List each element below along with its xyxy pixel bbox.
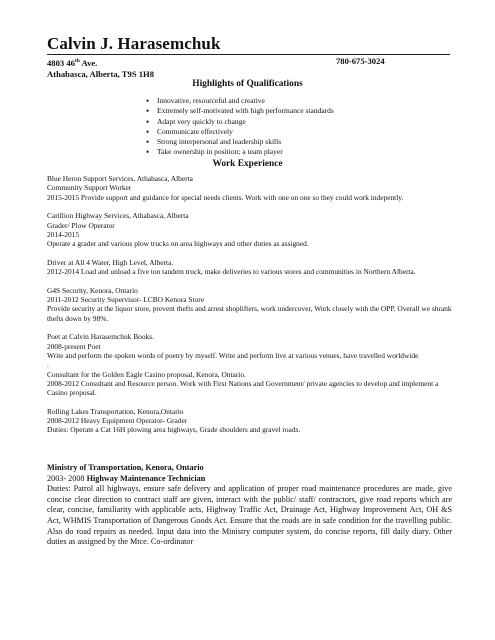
highlight-item: • Adapt very quickly to change bbox=[146, 117, 334, 127]
job-line: Operate a grader and various plow trucks on area highways and other duties as assigned. bbox=[47, 239, 309, 249]
highlight-item: • Take ownership in position; a team player bbox=[146, 147, 334, 157]
highlights-list bbox=[146, 96, 334, 158]
work-experience-heading: Work Experience bbox=[212, 159, 283, 169]
job-line: Blue Heron Support Services, Athabasca, Alberta bbox=[47, 174, 193, 183]
street-number: 4803 46 bbox=[47, 57, 75, 68]
highlight-item: • Innovative, resourceful and creative bbox=[146, 96, 334, 106]
mot-duties: Duties: Patrol all highways, ensure safe delivery and application of proper road maintenance procedures are made, give concise clear direction to contract staff are given, interact with the public/ staff/ contractors, give road reports which are clear, concise, familiarity with applicable acts, Highway Traffic Act, Drainage Act, Highway Improvement Act, OH &S Act, WHMIS Transportation of Dangerous Goods Act. Ensure that the roads are in safe condition for the travelling public. Also do road repairs as needed. Input data into the Ministry computer system, do concise reports, fill daily diary. Other duties as assigned by the Mtce. Co-ordinator bbox=[47, 484, 452, 547]
header-divider bbox=[47, 54, 450, 55]
job-line: 2012-2014 Load and unload a five ton tandem truck, make deliveries to various stores and communities in Northern Alberta. bbox=[47, 267, 416, 277]
job-line: Write and perform the spoken words of poetry by myself. Write and perform live at various venues, have travelled worldwide bbox=[47, 351, 419, 361]
job-line: Consultant for the Golden Eagle Casino proposal, Kenora, Ontario. bbox=[47, 369, 246, 379]
job-entry bbox=[47, 407, 452, 435]
job-line: 2008-2012 Consultant and Resource person. Work with First Nations and Government/ private agencies to develop and implement a Casino proposal. bbox=[47, 378, 439, 398]
mot-job-entry bbox=[47, 463, 452, 548]
job-line: 2011-2012 Security Supervisor- LCBO Kenora Store bbox=[47, 295, 205, 305]
job-line: 2008-present Poet bbox=[47, 341, 101, 351]
job-line: Community Support Worker bbox=[47, 183, 132, 193]
mot-title: Highway Maintenance Technician bbox=[86, 473, 206, 483]
highlight-item: • Communicate effectively bbox=[146, 127, 334, 137]
job-line: Provide security at the liquor store, prevent thefts and arrest shoplifters, work undercover, Work closely with the OPP. Overall we shrank thefts down by 98%. bbox=[47, 304, 452, 323]
mot-position bbox=[47, 474, 452, 485]
work-experience-list bbox=[47, 174, 452, 444]
job-line: 2014-2015 bbox=[47, 229, 80, 239]
street-suffix: th bbox=[74, 58, 80, 64]
job-line: G4S Security, Kenora, Ontario bbox=[47, 285, 138, 295]
job-line: Driver at All 4 Water, High Level, Alberta. bbox=[47, 257, 174, 267]
job-entry bbox=[47, 332, 452, 369]
highlights-heading: Highlights of Qualifications bbox=[192, 79, 303, 89]
job-line: Carillion Highway Services, Athabasca, Alberta bbox=[47, 211, 189, 221]
mot-employer: Ministry of Transportation, Kenora, Ontario bbox=[47, 463, 204, 472]
street-name: Ave. bbox=[79, 57, 98, 68]
job-line: Duties: Operate a Cat 16H plowing area highways, Grade shoulders and gravel roads. bbox=[47, 425, 301, 435]
address bbox=[47, 56, 154, 80]
mot-years: 2003- 2008 bbox=[47, 473, 85, 483]
job-line: Grader/ Plow Operator bbox=[47, 220, 115, 230]
job-entry bbox=[47, 211, 452, 248]
highlight-item: • Strong interpersonal and leadership skills bbox=[146, 137, 334, 147]
job-entry bbox=[47, 370, 452, 398]
phone-number: 780-675-3024 bbox=[336, 56, 385, 66]
job-line: 2015-2015 Provide support and guidance for special needs clients. Work with one on one so they could work indepently. bbox=[47, 192, 404, 202]
job-entry bbox=[47, 286, 452, 323]
job-entry bbox=[47, 258, 452, 277]
job-entry bbox=[47, 174, 452, 202]
job-line: Rolling Lakes Transportation, Kenora,Ontario bbox=[47, 406, 184, 416]
address-line-1 bbox=[47, 56, 154, 69]
applicant-name: Calvin J. Harasemchuk bbox=[47, 34, 221, 53]
address-line-2: Athabasca, Alberta, T9S 1H8 bbox=[47, 68, 155, 79]
highlight-item: • Extremely self-motivated with high performance standards bbox=[146, 106, 334, 116]
job-line: Poet at Calvin Harasemchuk Books. bbox=[47, 332, 154, 342]
job-line: 2008-2012 Heavy Equipment Operator- Grader bbox=[47, 416, 188, 426]
job-line: . bbox=[47, 360, 49, 370]
